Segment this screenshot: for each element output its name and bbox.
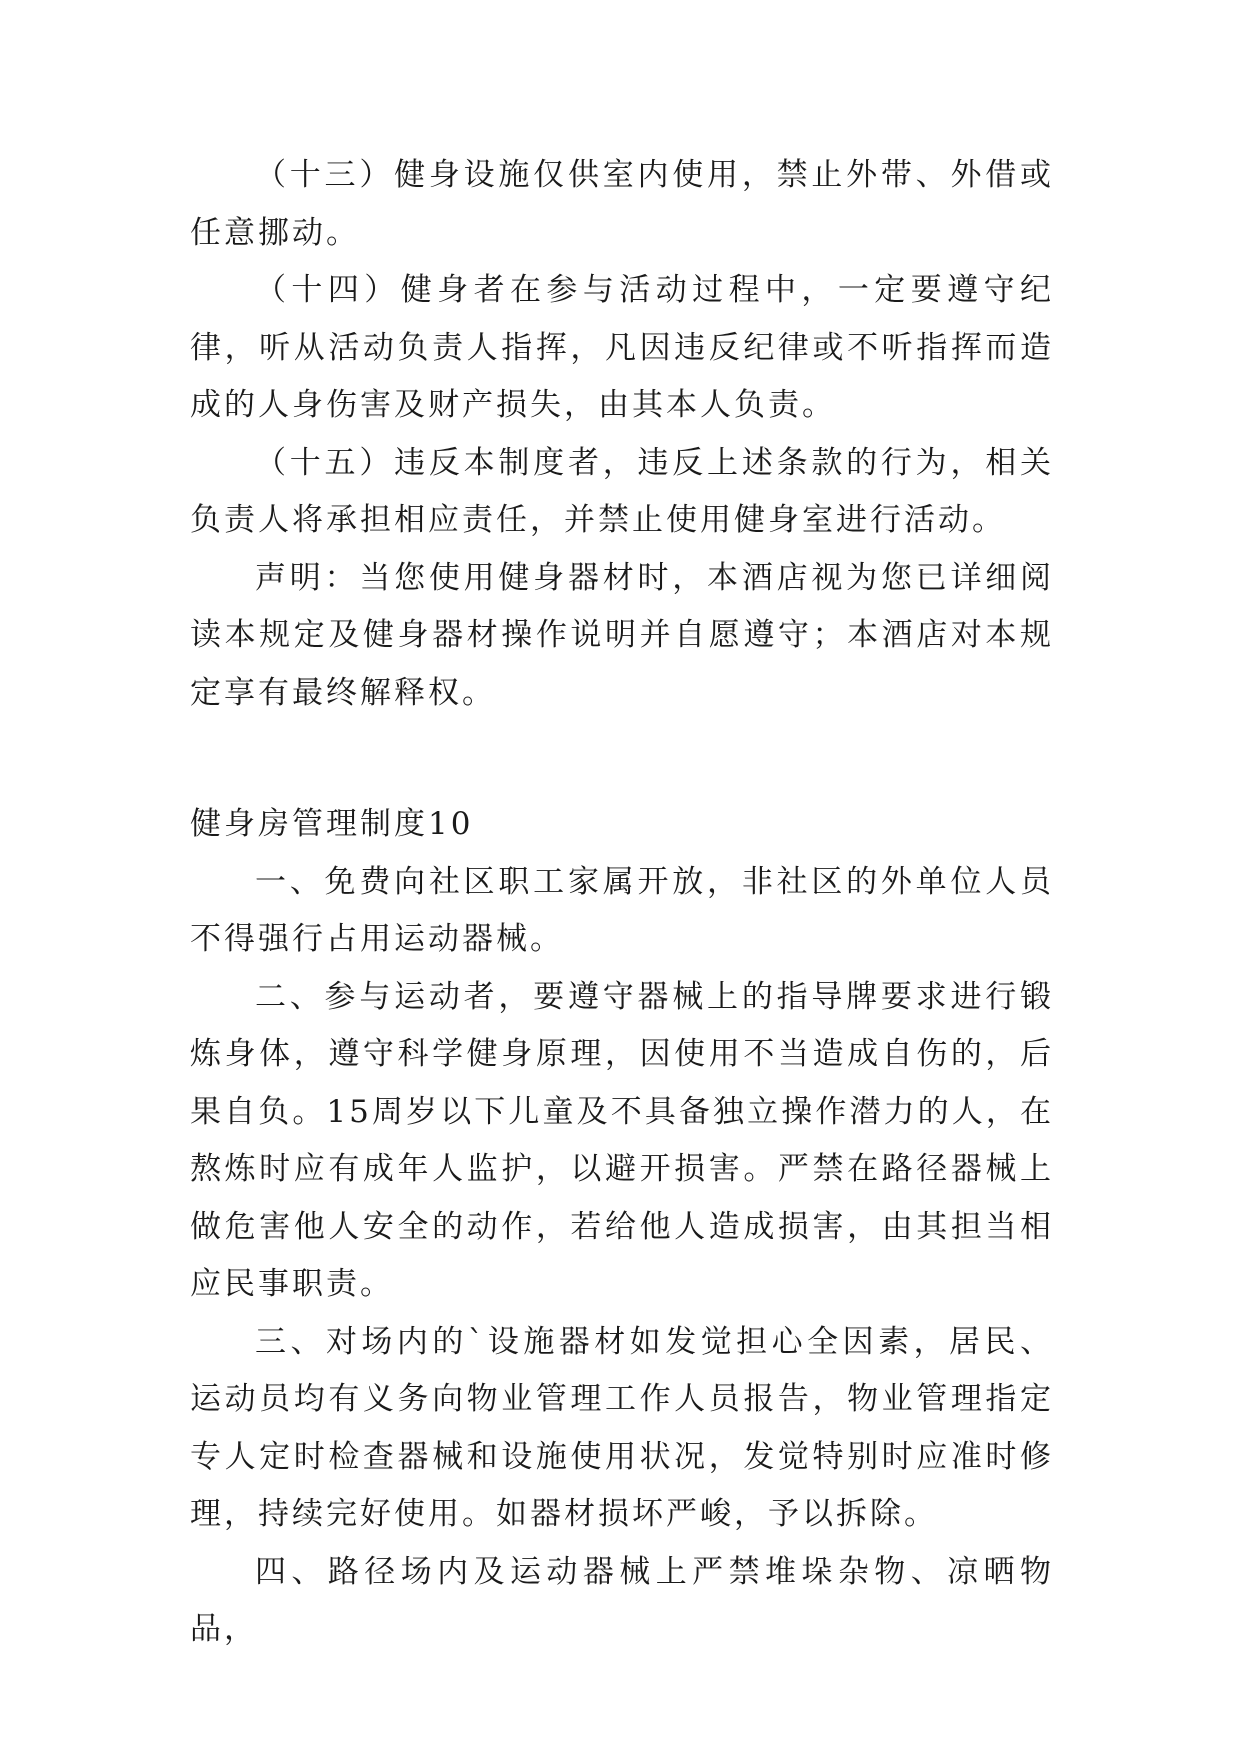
paragraph-item-15: （十五）违反本制度者，违反上述条款的行为，相关负责人将承担相应责任，并禁止使用健身室进行活动。 [190, 444, 1054, 538]
paragraph-rule-2: 二、参与运动者，要遵守器械上的指导牌要求进行锻炼身体，遵守科学健身原理，因使用不当造成自伤的，后果自负。15周岁以下儿童及不具备独立操作潜力的人，在熬炼时应有成年人监护，以避开损害。严禁在路径器械上做危害他人安全的动作，若给他人造成损害，由其担当相应民事职责。 [190, 978, 1054, 1302]
document-body [190, 147, 1054, 1659]
paragraph-statement: 声明：当您使用健身器材时，本酒店视为您已详细阅读本规定及健身器材操作说明并自愿遵守；本酒店对本规定享有最终解释权。 [190, 559, 1054, 711]
paragraph-rule-1: 一、免费向社区职工家属开放，非社区的外单位人员不得强行占用运动器械。 [190, 863, 1054, 957]
section-title: 健身房管理制度10 [190, 806, 474, 842]
paragraph-rule-3: 三、对场内的`设施器材如发觉担心全因素，居民、运动员均有义务向物业管理工作人员报告，物业管理指定专人定时检查器械和设施使用状况，发觉特别时应准时修理，持续完好使用。如器材损坏严峻，予以拆除。 [190, 1323, 1054, 1532]
paragraph-rule-4: 四、路径场内及运动器械上严禁堆垛杂物、凉晒物品， [190, 1553, 1054, 1647]
paragraph-item-14: （十四）健身者在参与活动过程中，一定要遵守纪律，听从活动负责人指挥，凡因违反纪律或不听指挥而造成的人身伤害及财产损失，由其本人负责。 [190, 272, 1054, 423]
paragraph-item-13: （十三）健身设施仅供室内使用，禁止外带、外借或任意挪动。 [190, 157, 1054, 251]
